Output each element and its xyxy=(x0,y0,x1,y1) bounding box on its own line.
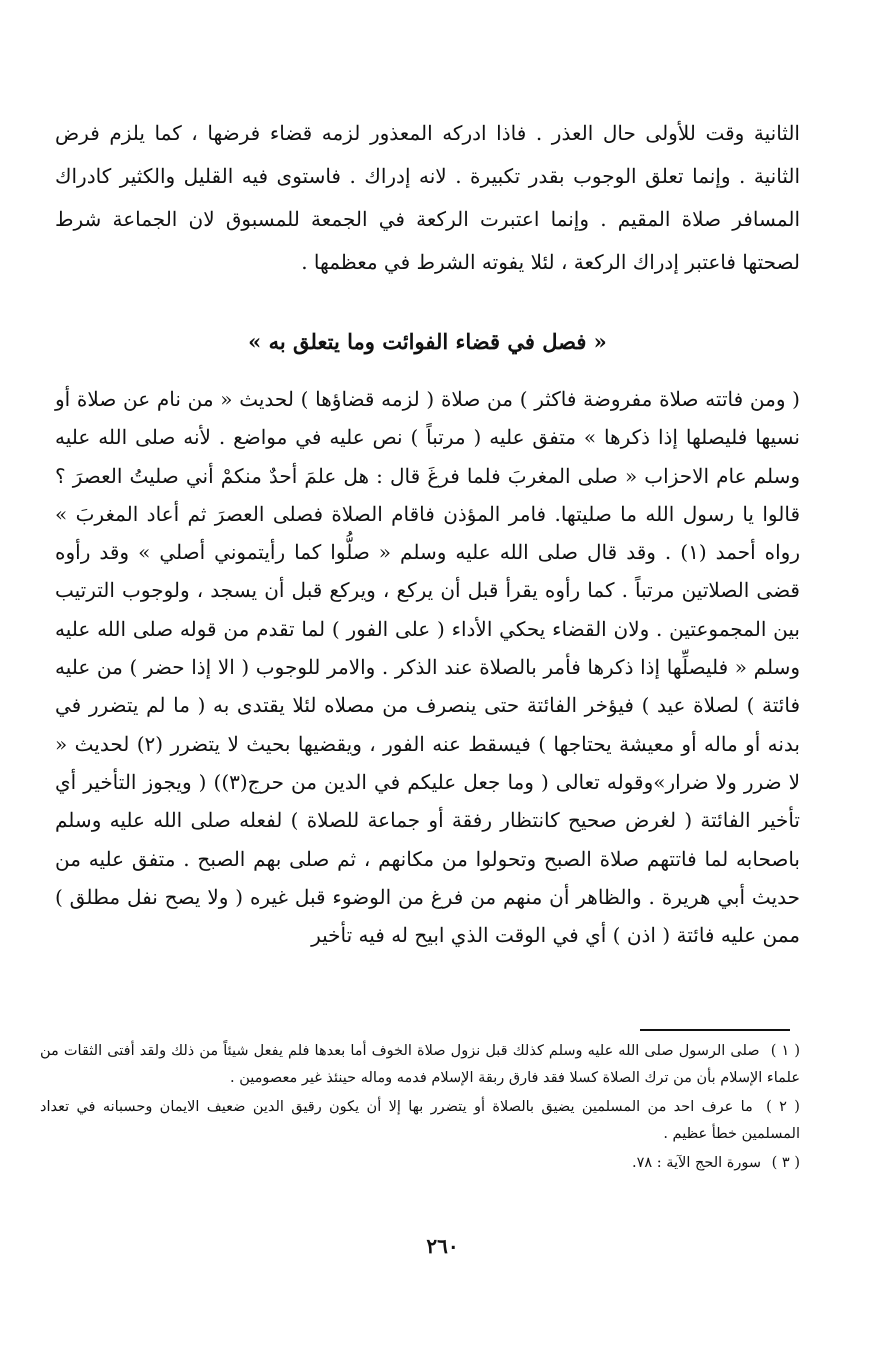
footnote-1-text: صلى الرسول صلى الله عليه وسلم كذلك قبل نزول صلاة الخوف أما بعدها فلم يفعل شيئاً من ذلك ولقد أفتى الثقات من علماء الإسلام بأن من ترك الصلاة كسلا فقد فارق ربقة الإسلام فدمه وماله حينئذ غير معصومين . xyxy=(40,1043,800,1086)
footnote-3-text: سورة الحج الآية : ٧٨. xyxy=(632,1155,762,1171)
footnote-2 xyxy=(40,1094,800,1148)
footnote-1-number: ( ١ ) xyxy=(770,1043,800,1059)
page-number: ٢٦٠ xyxy=(426,1234,459,1258)
footnote-1 xyxy=(40,1038,800,1092)
footnote-2-text: ما عرف احد من المسلمين يضيق بالصلاة أو يتضرر بها إلا أن يكون رقيق الدين ضعيف الايمان وحسبانه في تعداد المسلمين خطأ عظيم . xyxy=(40,1099,800,1142)
main-paragraph xyxy=(55,380,800,954)
footnote-3-number: ( ٣ ) xyxy=(771,1155,800,1171)
continuation-paragraph-text: الثانية وقت للأولى حال العذر . فاذا ادركه المعذور لزمه قضاء فرضها ، كما يلزم فرض الثانية . وإنما تعلق الوجوب بقدر تكبيرة . لانه إدراك . فاستوى فيه القليل والكثير كادراك المسافر صلاة المقيم . وإنما اعتبرت الركعة في الجمعة للمسبوق لان الجماعة شرط لصحتها فاعتبر إدراك الركعة ، لئلا يفوته الشرط في معظمها . xyxy=(55,121,800,274)
footnotes xyxy=(40,1038,800,1179)
footnote-separator xyxy=(640,1029,790,1031)
main-paragraph-text: ( ومن فاتته صلاة مفروضة فاكثر ) من صلاة ( لزمه قضاؤها ) لحديث « من نام عن صلاة أو نسيها فليصلها إذا ذكرها » متفق عليه ( مرتباً ) نص عليه في مواضع . لأنه صلى الله عليه وسلم عام الاحزاب « صلى المغربَ فلما فرغَ قال : هل علمَ أحدٌ منكمْ أني صليتُ العصرَ ؟ قالوا يا رسول الله ما صليتها. فامر المؤذن فاقام الصلاة فصلى العصرَ ثم أعاد المغربَ » رواه أحمد (١) . وقد قال صلى الله عليه وسلم « صلُّوا كما رأيتموني أصلي » وقد رأوه قضى الصلاتين مرتباً . كما رأوه يقرأ قبل أن يركع ، ويركع قبل أن يسجد ، ولوجوب الترتيب بين المجموعتين . ولان القضاء يحكي الأداء ( على الفور ) لما تقدم من قوله صلى الله عليه وسلم « فليصلِّها إذا ذكرها فأمر بالصلاة عند الذكر . والامر للوجوب ( الا إذا حضر ) من عليه فائتة ) لصلاة عيد ) فيؤخر الفائتة حتى ينصرف من مصلاه لئلا يقتدى به ( ما لم يتضرر في بدنه أو ماله أو معيشة يحتاجها ) فيسقط عنه الفور ، ويقضيها بحيث لا يتضرر (٢) لحديث « لا ضرر ولا ضرار»وقوله تعالى ( وما جعل عليكم في الدين من حرج(٣)) ( ويجوز التأخير أي تأخير الفائتة ( لغرض صحيح كانتظار رفقة أو جماعة للصلاة ) لفعله صلى الله عليه وسلم باصحابه لما فاتتهم صلاة الصبح وتحولوا من مكانهم ، ثم صلى بهم الصبح . متفق عليه من حديث أبي هريرة . والظاهر أن منهم من فرغ من الوضوء قبل غيره ( ولا يصح نفل مطلق ) ممن عليه فائتة ( اذن ) أي في الوقت الذي ابيح له فيه تأخير xyxy=(55,387,800,948)
continuation-paragraph xyxy=(55,112,800,284)
footnote-2-number: ( ٢ ) xyxy=(766,1099,800,1115)
footnote-3 xyxy=(40,1150,800,1177)
section-heading: « فصل في قضاء الفوائت وما يتعلق به » xyxy=(248,329,607,354)
